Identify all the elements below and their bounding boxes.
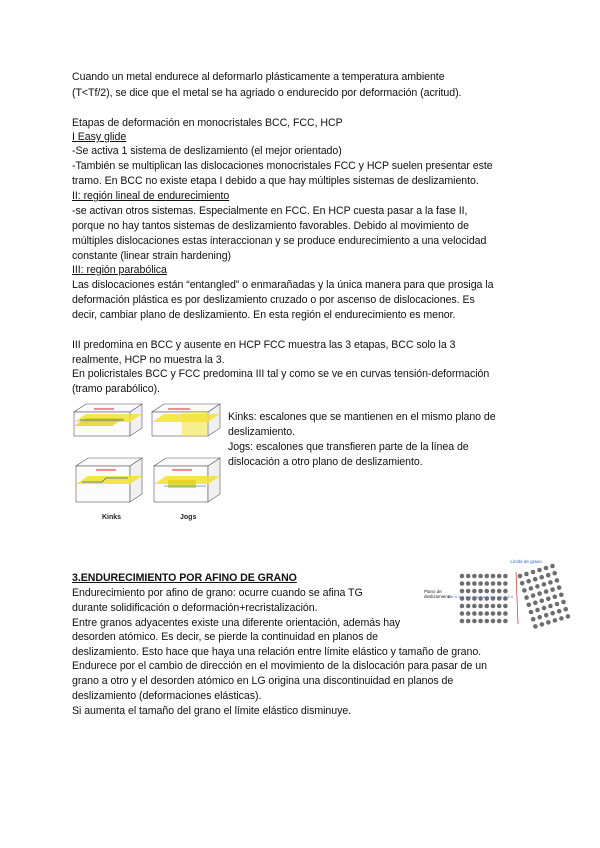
atom-0 xyxy=(460,574,465,579)
atom-75 xyxy=(531,593,536,598)
atom-99 xyxy=(540,622,545,627)
atom-97 xyxy=(563,607,568,612)
atom-73 xyxy=(555,578,560,583)
stage2-title: II: región lineal de endurecimiento xyxy=(72,190,230,202)
summary-line-2: realmente, HCP no muestra la 3. xyxy=(72,354,225,366)
atom-53 xyxy=(491,619,496,624)
atom-60 xyxy=(544,566,549,571)
atom-15 xyxy=(503,581,508,586)
atom-66 xyxy=(546,573,551,578)
atom-14 xyxy=(497,581,502,586)
kinks-jogs-diagram xyxy=(72,400,224,512)
atom-1 xyxy=(466,574,471,579)
stage2-line-3: múltiples dislocaciones estas interaccionan y se produce endurecimiento a una velocidad xyxy=(72,235,487,247)
atom-78 xyxy=(550,587,555,592)
atom-44 xyxy=(485,611,490,616)
section3-line-7: grano a otro y el desorden atómico en LG origina una discontinuidad en planos de xyxy=(72,675,454,687)
atom-48 xyxy=(460,619,465,624)
atom-93 xyxy=(537,615,542,620)
section3-line-1: Endurecimiento por afino de grano: ocurre cuando se afina TG xyxy=(72,587,363,599)
atom-92 xyxy=(531,617,536,622)
atom-51 xyxy=(478,619,483,624)
kinks-jogs-figure xyxy=(72,400,224,526)
kinks-label: Kinks xyxy=(102,514,122,521)
atom-52 xyxy=(485,619,490,624)
atom-89 xyxy=(548,604,553,609)
atom-95 xyxy=(550,611,555,616)
atom-7 xyxy=(503,574,508,579)
atom-2 xyxy=(472,574,477,579)
atom-74 xyxy=(524,595,529,600)
section3-line-6: Endurece por el cambio de dirección en el movimiento de la dislocación para pasar de un xyxy=(72,660,487,672)
atom-70 xyxy=(535,584,540,589)
atom-49 xyxy=(466,619,471,624)
summary-line-4: (tramo parabólico). xyxy=(72,383,160,395)
atom-34 xyxy=(472,604,477,609)
jogs-text-line-2: dislocación a otro plano de deslizamiento. xyxy=(228,456,423,468)
atom-8 xyxy=(460,581,465,586)
stage1-line-2: -También se multiplican las dislocaciones monocristales FCC y HCP suelen presentar este xyxy=(72,160,493,172)
atom-84 xyxy=(553,595,558,600)
section3-line-8: deslizamiento (deformaciones elásticas). xyxy=(72,690,262,702)
atom-59 xyxy=(537,568,542,573)
stage3-line-3: decir, cambiar plano de deslizamiento. En esta región el endurecimiento es menor. xyxy=(72,309,456,321)
kinks-text-line-1: Kinks: escalones que se mantienen en el mismo plano de xyxy=(228,411,496,423)
atom-9 xyxy=(466,581,471,586)
atom-100 xyxy=(546,620,551,625)
stage3-line-2: deformación plástica es por deslizamiento cruzado o por ascenso de dislocaciones. Es xyxy=(72,294,475,306)
atom-4 xyxy=(485,574,490,579)
atom-61 xyxy=(550,564,555,569)
atom-63 xyxy=(526,579,531,584)
stage1-line-1: -Se activa 1 sistema de deslizamiento (el mejor orientado) xyxy=(72,145,342,157)
atom-91 xyxy=(561,600,566,605)
kink-block-top xyxy=(74,404,142,436)
atom-65 xyxy=(539,575,544,580)
atom-50 xyxy=(472,619,477,624)
summary-line-3: En policristales BCC y FCC predomina III tal y como se ve en curvas tensión-deformación xyxy=(72,368,490,380)
atom-96 xyxy=(557,609,562,614)
stages-heading: Etapas de deformación en monocristales BCC, FCC, HCP xyxy=(72,117,343,129)
atom-102 xyxy=(559,616,564,621)
atom-83 xyxy=(546,597,551,602)
atom-81 xyxy=(533,601,538,606)
atom-69 xyxy=(529,586,534,591)
atom-57 xyxy=(524,572,529,577)
atom-54 xyxy=(497,619,502,624)
atom-36 xyxy=(485,604,490,609)
atom-12 xyxy=(485,581,490,586)
grain-boundary-figure xyxy=(424,558,576,630)
summary-line-1: III predomina en BCC y ausente en HCP FCC muestra las 3 etapas, BCC solo la 3 xyxy=(72,339,456,351)
intro-line-1: Cuando un metal endurece al deformarlo plásticamente a temperatura ambiente xyxy=(72,71,445,83)
atom-79 xyxy=(557,585,562,590)
jogs-label: Jogs xyxy=(180,514,197,521)
atom-56 xyxy=(518,574,523,579)
stage3-line-1: Las dislocaciones están “entangled” o enmarañadas y la única manera para que prosiga la xyxy=(72,279,494,291)
atom-40 xyxy=(460,611,465,616)
atom-58 xyxy=(531,570,536,575)
atom-32 xyxy=(460,604,465,609)
atom-98 xyxy=(533,624,538,629)
atom-85 xyxy=(559,593,564,598)
atom-21 xyxy=(491,589,496,594)
intro-line-2: (T<Tf/2), se dice que el metal se ha agriado o endurecido por deformación (acritud). xyxy=(72,87,462,99)
atom-101 xyxy=(553,618,558,623)
section3-line-5: deslizamiento. Esto hace que haya una relación entre límite elástico y tamaño de grano. xyxy=(72,646,482,658)
atom-35 xyxy=(478,604,483,609)
grain-boundary-label: Límite de grano xyxy=(510,559,542,564)
atom-10 xyxy=(472,581,477,586)
atom-94 xyxy=(544,613,549,618)
atom-47 xyxy=(503,611,508,616)
atom-17 xyxy=(466,589,471,594)
atom-20 xyxy=(485,589,490,594)
section3-line-2: durante solidificación o deformación+recristalización. xyxy=(72,602,318,614)
kink-block-bottom xyxy=(76,458,142,502)
atom-16 xyxy=(460,589,465,594)
atom-3 xyxy=(478,574,483,579)
grain-boundary-line xyxy=(516,572,518,624)
atom-71 xyxy=(542,582,547,587)
atom-82 xyxy=(540,599,545,604)
atom-76 xyxy=(537,591,542,596)
atom-62 xyxy=(520,581,525,586)
slip-plane-label: Plano de deslizamiento xyxy=(424,589,452,599)
stage1-title: I Easy glide xyxy=(72,131,127,143)
atom-19 xyxy=(478,589,483,594)
atom-64 xyxy=(533,577,538,582)
atom-103 xyxy=(566,614,571,619)
atom-45 xyxy=(491,611,496,616)
kinks-text-line-2: deslizamiento. xyxy=(228,426,296,438)
atom-77 xyxy=(544,589,549,594)
atom-39 xyxy=(503,604,508,609)
atom-5 xyxy=(491,574,496,579)
atom-6 xyxy=(497,574,502,579)
atom-68 xyxy=(522,588,527,593)
section3-line-3: Entre granos adyacentes existe una diferente orientación, además hay xyxy=(72,617,401,629)
jogs-text-line-1: Jogs: escalones que transfieren parte de la línea de xyxy=(228,441,469,453)
stage3-title: III: región parabólica xyxy=(72,264,167,276)
atom-13 xyxy=(491,581,496,586)
atom-88 xyxy=(542,606,547,611)
atom-43 xyxy=(478,611,483,616)
atom-18 xyxy=(472,589,477,594)
atom-67 xyxy=(552,571,557,576)
atom-11 xyxy=(478,581,483,586)
atom-86 xyxy=(529,610,534,615)
section3-title: 3.ENDURECIMIENTO POR AFINO DE GRANO xyxy=(72,572,297,584)
section3-line-9: Si aumenta el tamaño del grano el límite elástico disminuye. xyxy=(72,705,352,717)
atom-22 xyxy=(497,589,502,594)
jog-block-bottom xyxy=(154,458,220,502)
atom-37 xyxy=(491,604,496,609)
atom-55 xyxy=(503,619,508,624)
stage2-line-2: porque no hay tantos sistemas de deslizamiento favorables. Debido al movimiento de xyxy=(72,220,469,232)
atom-33 xyxy=(466,604,471,609)
atom-23 xyxy=(503,589,508,594)
section3-line-4: desorden atómico. Es decir, se pierde la continuidad en planos de xyxy=(72,631,378,643)
stage2-line-4: constante (linear strain hardening) xyxy=(72,250,232,262)
atom-41 xyxy=(466,611,471,616)
atom-87 xyxy=(535,608,540,613)
atom-90 xyxy=(555,602,560,607)
jog-block-top xyxy=(152,404,220,436)
atom-80 xyxy=(527,603,532,608)
stage2-line-1: -se activan otros sistemas. Especialmente en FCC. En HCP cuesta pasar a la fase II, xyxy=(72,205,468,217)
atom-72 xyxy=(548,580,553,585)
atom-38 xyxy=(497,604,502,609)
stage1-line-3: tramo. En BCC no existe etapa I debido a que hay múltiples sistemas de deslizamiento. xyxy=(72,175,479,187)
atom-46 xyxy=(497,611,502,616)
atom-42 xyxy=(472,611,477,616)
